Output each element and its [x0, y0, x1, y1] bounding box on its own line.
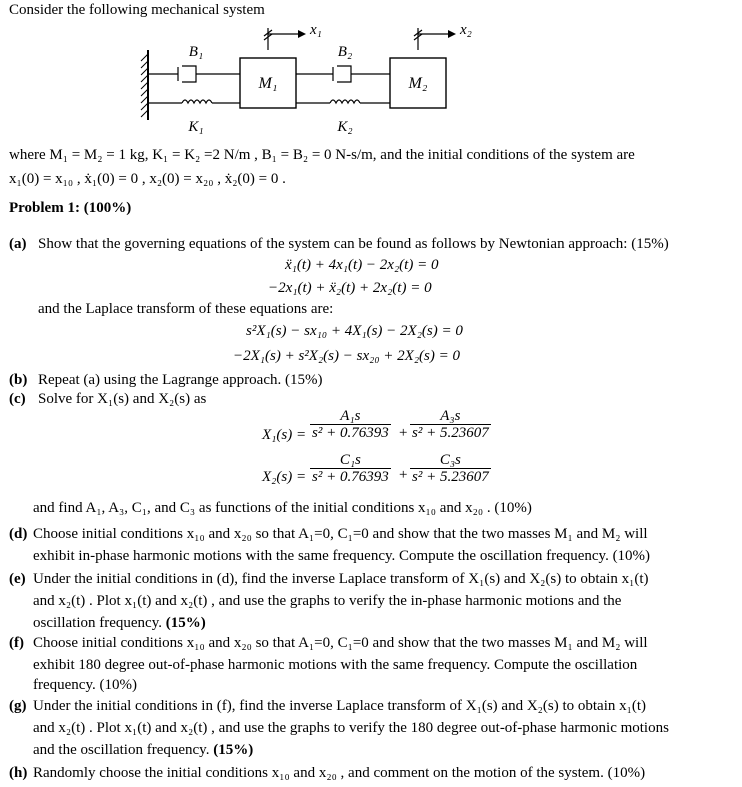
x2-num-1: C₁s	[310, 452, 391, 469]
part-g-line-2: and x₂(t) . Plot x₁(t) and x₂(t) , and use the graphs to verify the 180 degree out-of-phase harmonic motions	[33, 720, 669, 736]
part-a-label: (a)	[9, 236, 27, 252]
part-d-line-1: Choose initial conditions x₁₀ and x₂₀ so that A₁=0, C₁=0 and show that the two masses M₁ and M₂ will	[33, 526, 648, 542]
x2-plus: +	[399, 467, 408, 483]
part-d-line-2: exhibit in-phase harmonic motions with the same frequency. Compute the oscillation frequency. (10%)	[33, 548, 651, 564]
part-g-line-3	[33, 741, 253, 759]
part-e-line-2: and x₂(t) . Plot x₁(t) and x₂(t) , and use the graphs to verify the in-phase harmonic motions and the	[33, 593, 622, 609]
intro-text: Consider the following mechanical system	[9, 2, 265, 18]
spring-2-label: K₂	[337, 119, 353, 135]
x1-lhs: X₁(s) =	[262, 427, 307, 443]
spring-1-label: K₁	[188, 119, 204, 135]
disp-1-label: x₁	[310, 22, 322, 38]
part-f-line-1: Choose initial conditions x₁₀ and x₂₀ so that A₁=0, C₁=0 and show that the two masses M₁ and M₂ will	[33, 635, 648, 651]
part-c-find-text: and find A₁, A₃, C₁, and C₃ as functions of the initial conditions x₁₀ and x₂₀ . (10%)	[33, 500, 532, 516]
x1-num-2: A₃s	[410, 408, 491, 425]
damper-1-label: B₁	[188, 44, 204, 60]
part-e-line-3-text: oscillation frequency.	[33, 615, 162, 631]
x2-den-2: s² + 5.23607	[412, 469, 489, 485]
x2-lhs: X₂(s) =	[262, 469, 307, 485]
part-e-pct: (15%)	[165, 615, 206, 631]
params-line-1: where M₁ = M₂ = 1 kg, K₁ = K₂ =2 N/m , B₁ = B₂ = 0 N-s/m, and the initial conditions of the system are	[9, 147, 635, 163]
part-g-label: (g)	[9, 698, 27, 714]
part-b-text: Repeat (a) using the Lagrange approach. (15%)	[38, 372, 323, 388]
part-a-eq3: s²X₁(s) − sx₁₀ + 4X₁(s) − 2X₂(s) = 0	[246, 323, 463, 339]
part-g-line-3-text: and the oscillation frequency.	[33, 742, 210, 758]
part-e-line-1: Under the initial conditions in (d), find the inverse Laplace transform of X₁(s) and X₂(s) to obtain x₁(t)	[33, 571, 649, 587]
x2-frac-2	[410, 452, 491, 485]
part-h-text: Randomly choose the initial conditions x₁₀ and x₂₀ , and comment on the motion of the system. (10%)	[33, 765, 646, 781]
wall-hatching	[141, 54, 148, 117]
x1-den-2: s² + 5.23607	[412, 425, 489, 441]
x2-num-2: C₃s	[410, 452, 491, 469]
x1-frac-1	[310, 408, 391, 441]
part-g-pct: (15%)	[213, 742, 254, 758]
part-d-label: (d)	[9, 526, 28, 542]
x2-den-1: s² + 0.76393	[312, 469, 389, 485]
mechanical-system-diagram	[0, 20, 742, 155]
part-a-eq1: ẍ₁(t) + 4x₁(t) − 2x₂(t) = 0	[285, 257, 439, 273]
part-c-label: (c)	[9, 391, 26, 407]
part-e-line-3	[33, 614, 206, 632]
spring-1	[148, 100, 240, 103]
part-c-text: Solve for X₁(s) and X₂(s) as	[38, 391, 207, 407]
part-f-line-2: exhibit 180 degree out-of-phase harmonic motions with the same frequency. Compute the oscillation	[33, 657, 638, 673]
disp-1-arrow	[264, 28, 298, 50]
damper-1	[148, 66, 240, 82]
spring-2	[296, 100, 390, 103]
problem-title: Problem 1: (100%)	[9, 200, 132, 216]
part-e-label: (e)	[9, 571, 26, 587]
x2-frac-1	[310, 452, 391, 485]
params-line-2: x₁(0) = x₁₀ , ẋ₁(0) = 0 , x₂(0) = x₂₀ , ẋ₂(0) = 0 .	[9, 171, 286, 187]
x1-num-1: A₁s	[310, 408, 391, 425]
disp-2-label: x₂	[460, 22, 472, 38]
x1-frac-2	[410, 408, 491, 441]
part-a-eq4: −2X₁(s) + s²X₂(s) − sx₂₀ + 2X₂(s) = 0	[233, 348, 460, 364]
damper-2-label: B₂	[337, 44, 353, 60]
mass-1-label: M₁	[258, 75, 278, 92]
damper-2	[296, 66, 390, 82]
part-a-text: Show that the governing equations of the system can be found as follows by Newtonian approach: (15%)	[38, 236, 669, 252]
part-g-line-1: Under the initial conditions in (f), find the inverse Laplace transform of X₁(s) and X₂(s) to obtain x₁(t)	[33, 698, 647, 714]
x1-plus: +	[399, 425, 408, 441]
part-b-label: (b)	[9, 372, 28, 388]
disp-2-arrow	[414, 28, 448, 50]
part-a-eq2: −2x₁(t) + ẍ₂(t) + 2x₂(t) = 0	[268, 280, 432, 296]
part-f-line-3: frequency. (10%)	[33, 677, 137, 693]
part-f-label: (f)	[9, 635, 24, 651]
mass-2-label: M₂	[408, 75, 428, 92]
part-a-laplace-text: and the Laplace transform of these equations are:	[38, 301, 334, 317]
x1-den-1: s² + 0.76393	[312, 425, 389, 441]
part-h-label: (h)	[9, 765, 28, 781]
